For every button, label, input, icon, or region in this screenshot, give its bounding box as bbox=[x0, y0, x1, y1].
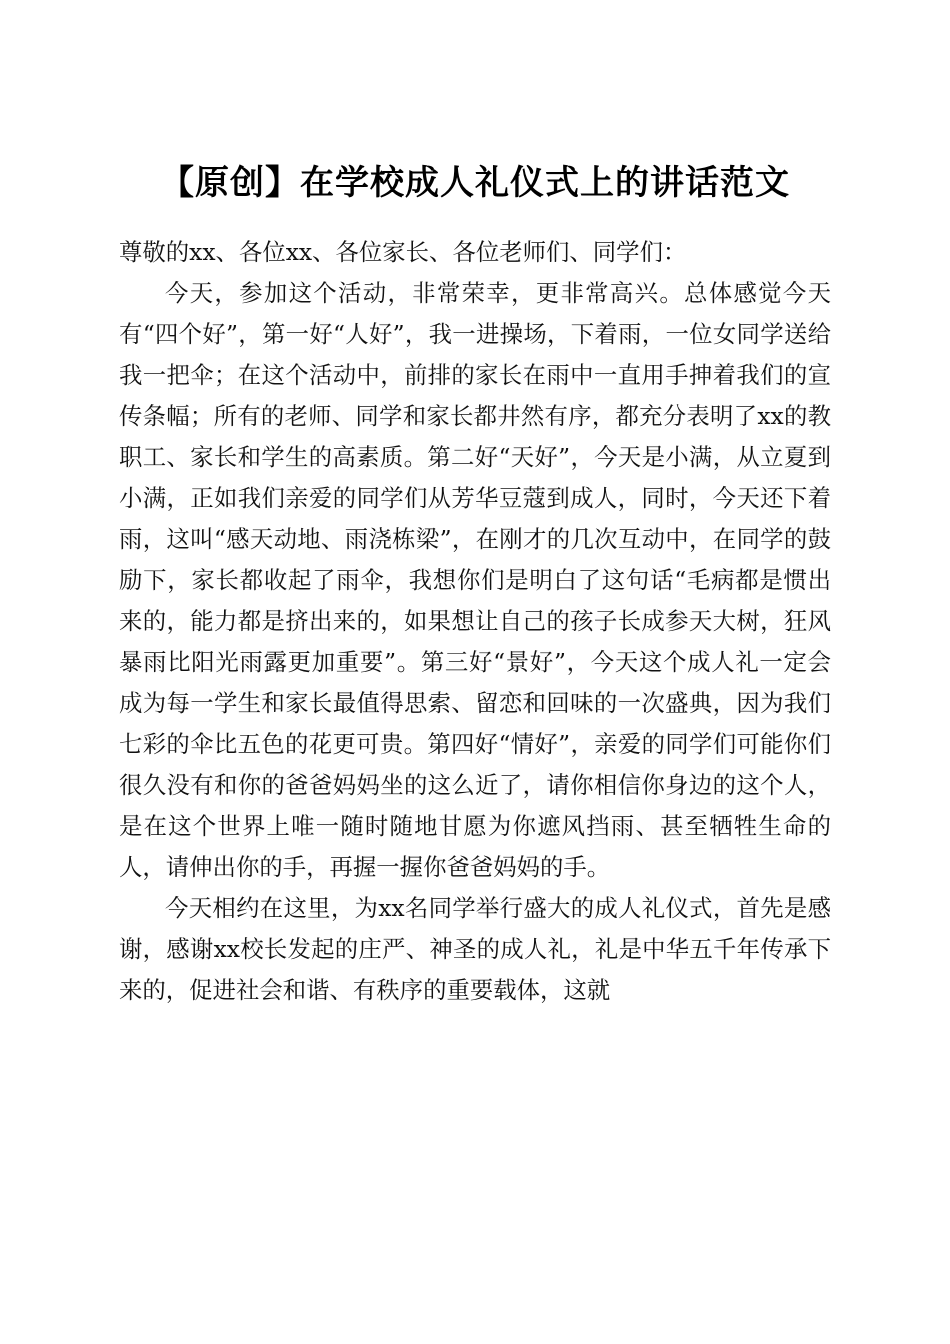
salutation: 尊敬的xx、各位xx、各位家长、各位老师们、同学们： bbox=[119, 238, 687, 266]
paragraph-1: 今天，参加这个活动，非常荣幸，更非常高兴。总体感觉今天有“四个好”，第一好“人好”，我一进操场，下着雨，一位女同学送给我一把伞；在这个活动中，前排的家长在雨中一直用手抻着我们的宣传条幅；所有的老师、同学和家长都井然有序，都充分表明了xx的教职工、家长和学生的高素质。第二好“天好”，今天是小满，从立夏到小满，正如我们亲爱的同学们从芳华豆蔻到成人，同时，今天还下着雨，这叫“感天动地、雨浇栋梁”，在刚才的几次互动中，在同学的鼓励下，家长都收起了雨伞，我想你们是明白了这句话“毛病都是惯出来的，能力都是挤出来的，如果想让自己的孩子长成参天大树，狂风暴雨比阳光雨露更加重要”。第三好“景好”，今天这个成人礼一定会成为每一学生和家长最值得思索、留恋和回味的一次盛典，因为我们七彩的伞比五色的花更可贵。第四好“情好”，亲爱的同学们可能你们很久没有和你的爸爸妈妈坐的这么近了，请你相信你身边的这个人，是在这个世界上唯一随时随地甘愿为你遮风挡雨、甚至牺牲生命的人，请伸出你的手，再握一握你爸爸妈妈的手。 bbox=[119, 279, 831, 881]
paragraph-2: 今天相约在这里，为xx名同学举行盛大的成人礼仪式，首先是感谢，感谢xx校长发起的庄严、神圣的成人礼，礼是中华五千年传承下来的，促进社会和谐、有秩序的重要载体，这就 bbox=[119, 894, 831, 1004]
document-title: 【原创】在学校成人礼仪式上的讲话范文 bbox=[160, 162, 790, 203]
document-body bbox=[119, 232, 831, 1011]
